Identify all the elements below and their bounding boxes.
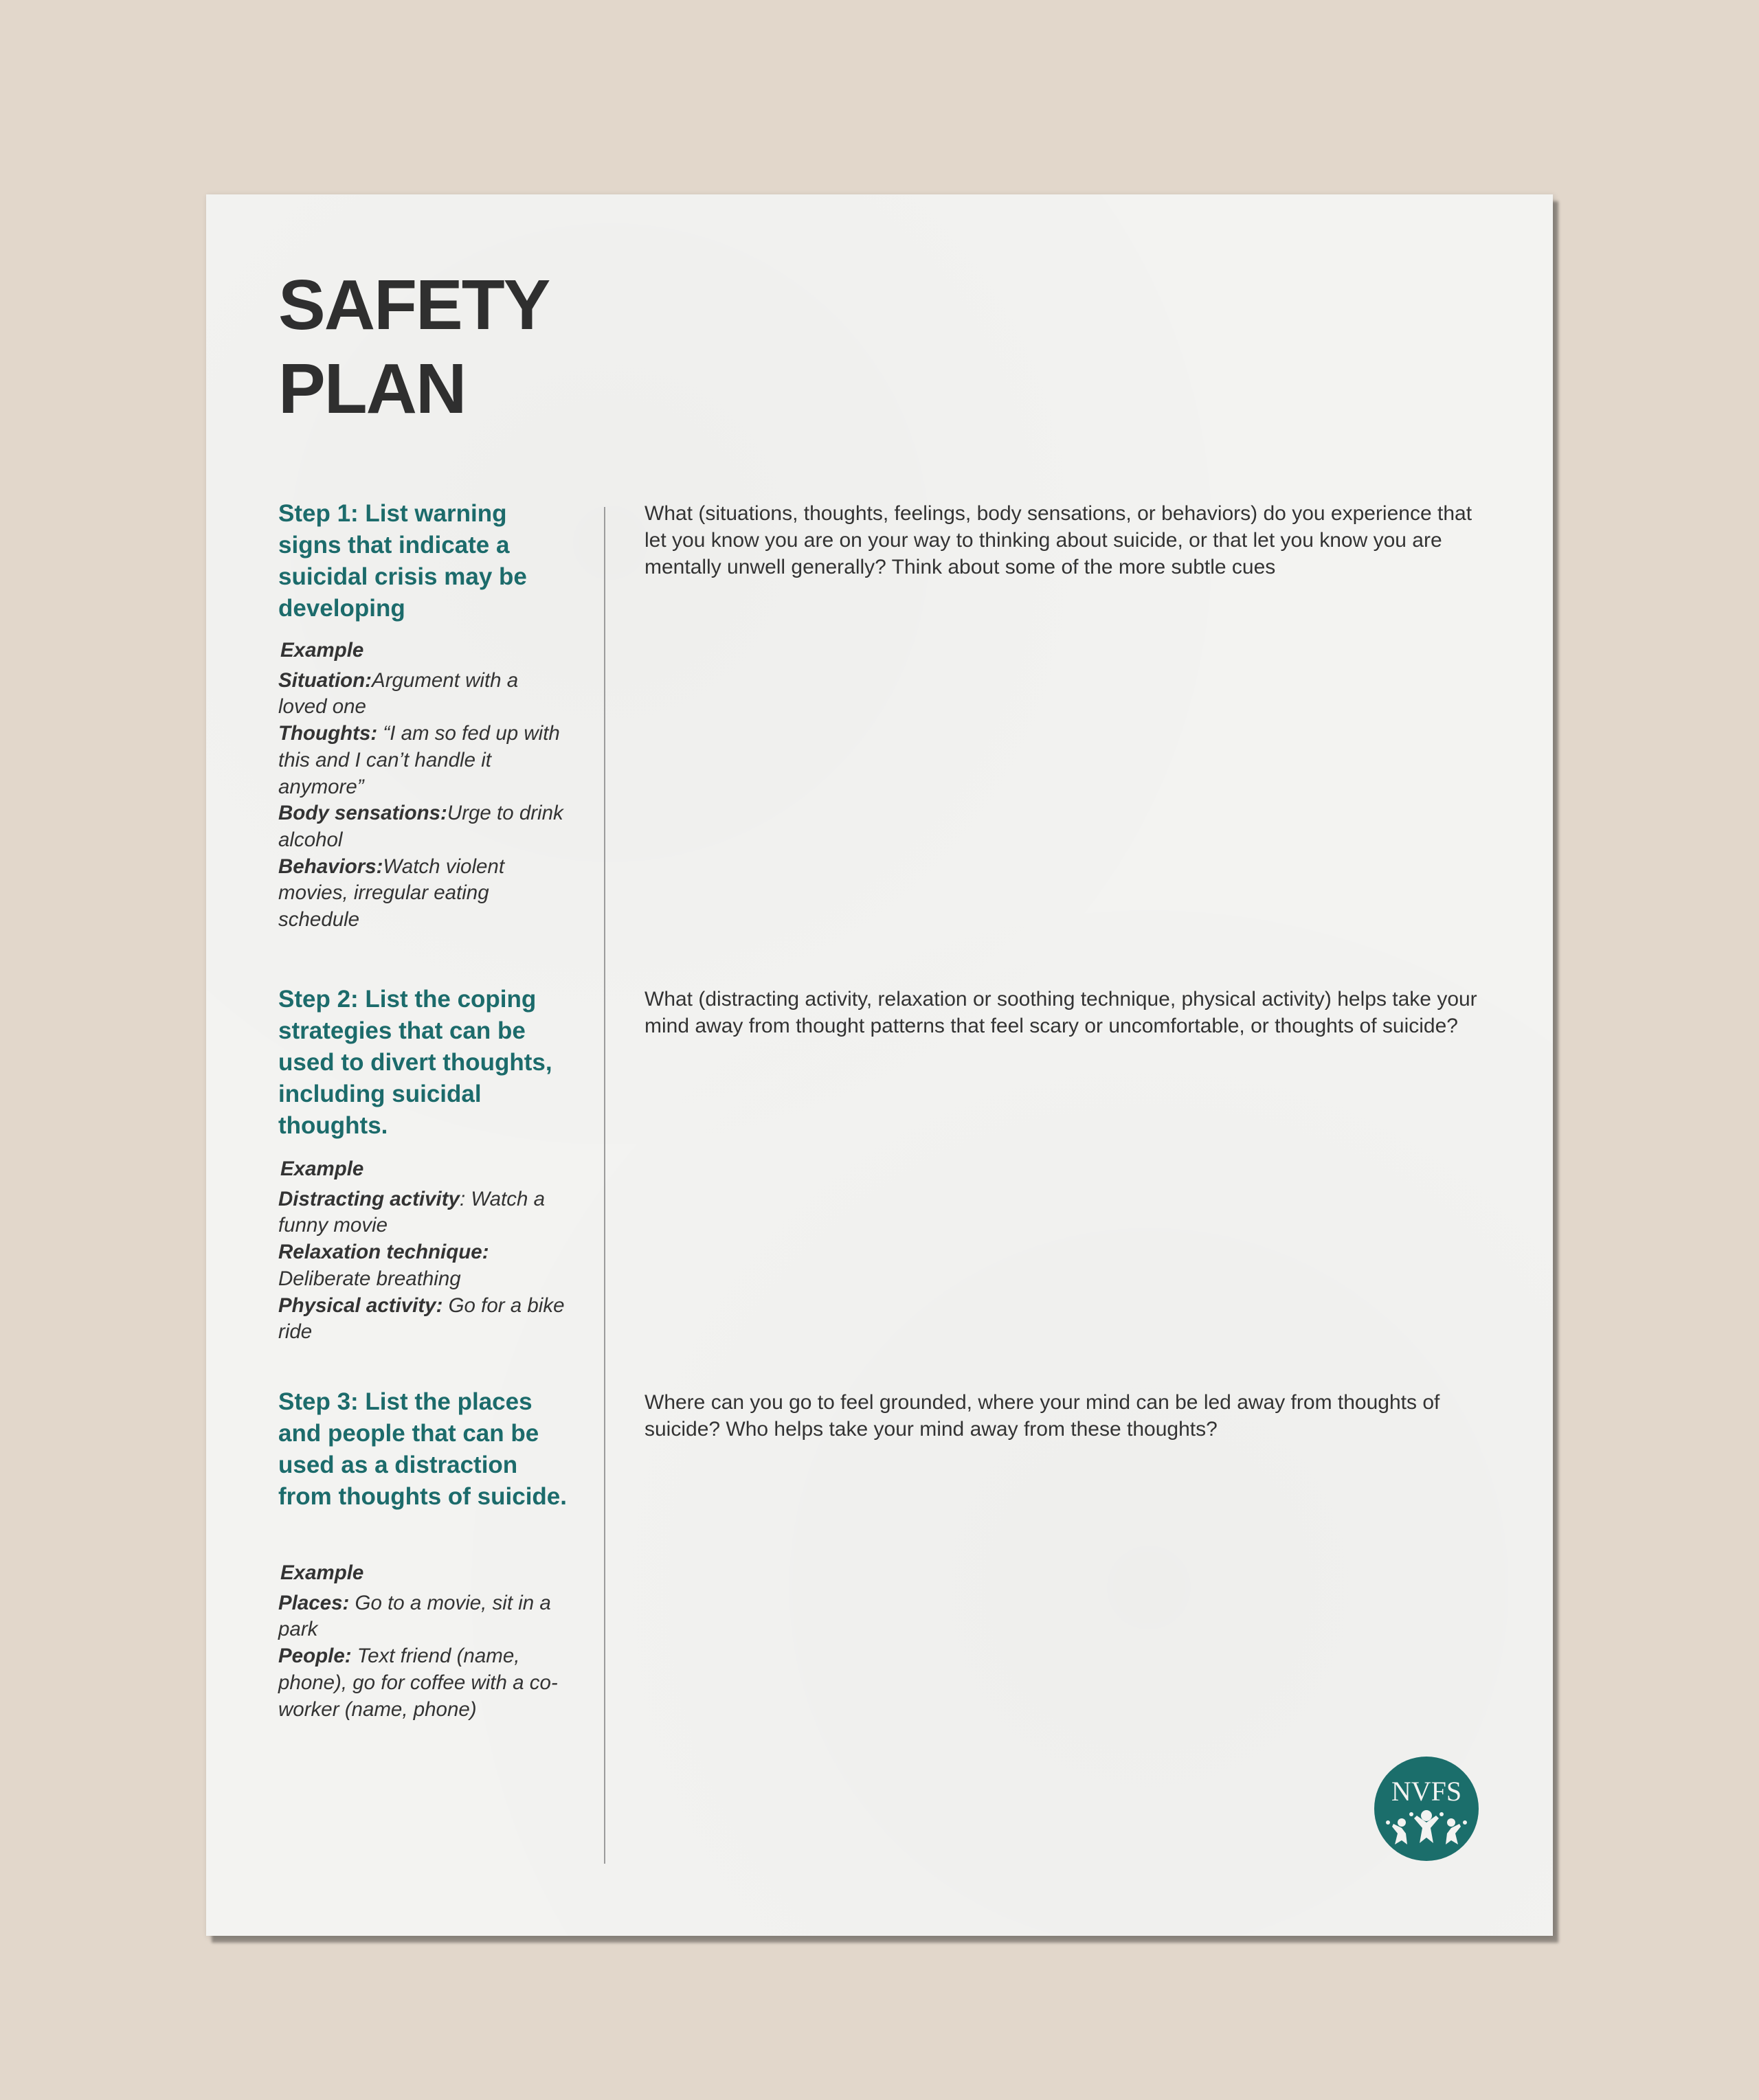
page-title (278, 263, 691, 431)
step-3-prompt: Where can you go to feel grounded, where your mind can be led away from thoughts of suicide? Who helps take your mind away from these thoughts? (645, 1391, 1440, 1441)
safety-plan-sheet (206, 194, 1553, 1936)
step-3-heading: Step 3: List the places and people that can be used as a distraction from thoughts of suicide. (278, 1388, 567, 1510)
example-line: Places: Go to a movie, sit in a park (278, 1591, 551, 1641)
step-1-prompt: What (situations, thoughts, feelings, body sensations, or behaviors) do you experience that let you know you are on your way to thinking about suicide, or that let you know you are mentally unwell generally? Think about some of the more subtle cues (645, 502, 1472, 578)
title-line-1: SAFETY (278, 265, 550, 344)
example-label: Example (280, 1158, 364, 1180)
logo-circle-icon (1374, 1757, 1479, 1861)
example-line: Distracting activity: Watch a funny movie (278, 1187, 546, 1237)
step-1-heading: Step 1: List warning signs that indicate a suicidal crisis may be developing (278, 500, 527, 622)
example-label: Example (280, 1561, 364, 1584)
nvfs-logo (1374, 1757, 1479, 1861)
example-label: Example (280, 639, 364, 662)
example-line: Relaxation technique: Deliberate breathing (278, 1241, 489, 1290)
logo-text: NVFS (1391, 1776, 1462, 1807)
step-3-example (278, 1560, 567, 1723)
example-line: Body sensations:Urge to drink alcohol (278, 802, 563, 851)
column-divider (604, 507, 605, 1864)
example-line: Thoughts: “I am so fed up with this and I can’t handle it anymore” (278, 722, 560, 798)
step-1-example (278, 637, 567, 934)
step-2-example (278, 1156, 567, 1346)
title-line-2: PLAN (278, 349, 466, 428)
step-2-heading: Step 2: List the coping strategies that can be used to divert thoughts, including suicidal thoughts. (278, 986, 552, 1139)
example-line: Behaviors:Watch violent movies, irregular eating schedule (278, 855, 505, 932)
example-line: Physical activity: Go for a bike ride (278, 1294, 565, 1344)
step-2-prompt: What (distracting activity, relaxation or soothing technique, physical activity) helps take your mind away from thought patterns that feel scary or uncomfortable, or thoughts of suicide? (645, 988, 1477, 1037)
example-line: Situation:Argument with a loved one (278, 668, 519, 719)
example-line: People: Text friend (name, phone), go for coffee with a co-worker (name, phone) (278, 1645, 558, 1721)
